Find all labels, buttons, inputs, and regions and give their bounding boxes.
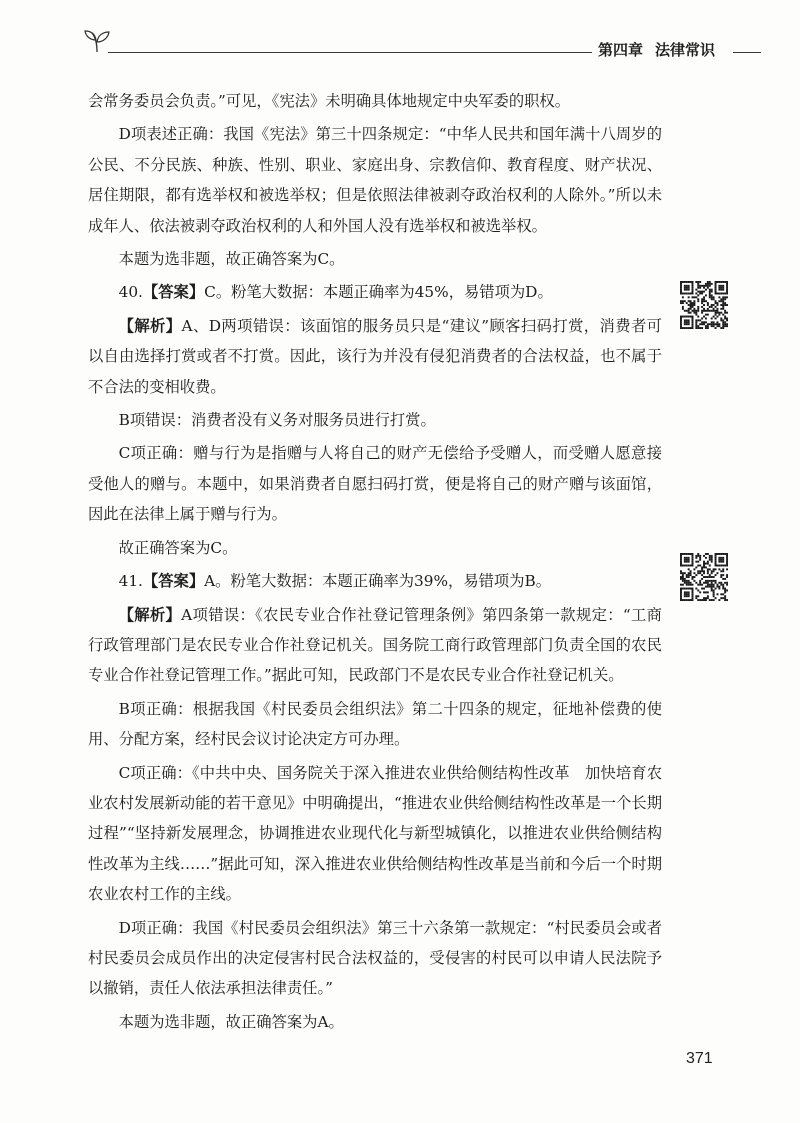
analysis-41-c: C项正确：《中共中央、国务院关于深入推进农业供给侧结构性改革 加快培育农业农村发展新动能的若干意见》中明确提出，“推进农业供给侧结构性改革是一个长期过程”“坚持新发展理念，协调推进农业现代化与新型城镇化，以推进农业供给侧结构性改革为主线……”据此可知，深入推进农业供给侧结构性改革是当前和今后一个时期农业农村工作的主线。 [88,763,662,904]
analysis-41-b: B项正确：根据我国《村民委员会组织法》第二十四条的规定，征地补偿费的使用、分配方案，经村民会议讨论决定方可办理。 [88,699,662,749]
question-number: 40. [118,283,143,302]
leaf-icon [82,26,112,54]
answer-41 [88,566,662,596]
answer-label: 【答案】 [142,283,205,302]
conclusion-41: 本题为选非题，故正确答案为A。 [118,1012,344,1031]
qr-code-icon[interactable] [680,281,728,329]
answer-text: C。粉笔大数据：本题正确率为45%，易错项为D。 [204,283,553,302]
header-rule-left [108,52,592,53]
page-body [88,86,662,1040]
conclusion-40: 故正确答案为C。 [118,538,238,557]
page-number: 371 [686,1050,713,1067]
header-rule-right [733,52,761,53]
analysis-label: 【解析】 [118,316,182,335]
analysis-text: A项错误：《农民专业合作社登记管理条例》第四条第一款规定：“工商行政管理部门是农民专业合作社登记机关。国务院工商行政管理部门负责全国的农民专业合作社登记管理工作。”据此可知，民政部门不是农民专业合作社登记机关。 [88,605,662,685]
analysis-40-ad [88,311,662,402]
analysis-41-a [88,600,662,691]
analysis-40-c: C项正确：赠与行为是指赠与人将自己的财产无偿给予受赠人，而受赠人愿意接受他人的赠与。本题中，如果消费者自愿扫码打赏，便是将自己的财产赠与该面馆，因此在法律上属于赠与行为。 [88,444,662,524]
answer-text: A。粉笔大数据：本题正确率为39%，易错项为B。 [204,572,552,591]
chapter-number: 第四章 [598,41,644,59]
conclusion-39: 本题为选非题，故正确答案为C。 [118,250,345,269]
answer-label: 【答案】 [142,572,205,591]
question-number: 41. [118,572,143,591]
qr-code-icon[interactable] [680,553,728,601]
analysis-40-b: B项错误：消费者没有义务对服务员进行打赏。 [118,411,436,430]
analysis-text: A、D两项错误：该面馆的服务员只是“建议”顾客扫码打赏，消费者可以自由选择打赏或者不打赏。因此，该行为并没有侵犯消费者的合法权益，也不属于不合法的变相收费。 [88,316,662,396]
chapter-name: 法律常识 [655,41,716,59]
analysis-label: 【解析】 [118,605,182,624]
chapter-header [598,39,715,60]
paragraph-continuation: 会常务委员会负责。”可见，《宪法》未明确具体地规定中央军委的职权。 [88,92,571,110]
option-d-explanation-39: D项表述正确：我国《宪法》第三十四条规定：“中华人民共和国年满十八周岁的公民、不分民族、种族、性别、职业、家庭出身、宗教信仰、教育程度、财产状况、居住期限，都有选举权和被选举权；但是依照法律被剥夺政治权利的人除外。”所以未成年人、依法被剥夺政治权利的人和外国人没有选举权和被选举权。 [88,125,662,235]
answer-40 [88,277,662,307]
analysis-41-d: D项正确：我国《村民委员会组织法》第三十六条第一款规定：“村民委员会或者村民委员会成员作出的决定侵害村民合法权益的，受侵害的村民可以申请人民法院予以撤销，责任人依法承担法律责任。” [88,918,662,998]
